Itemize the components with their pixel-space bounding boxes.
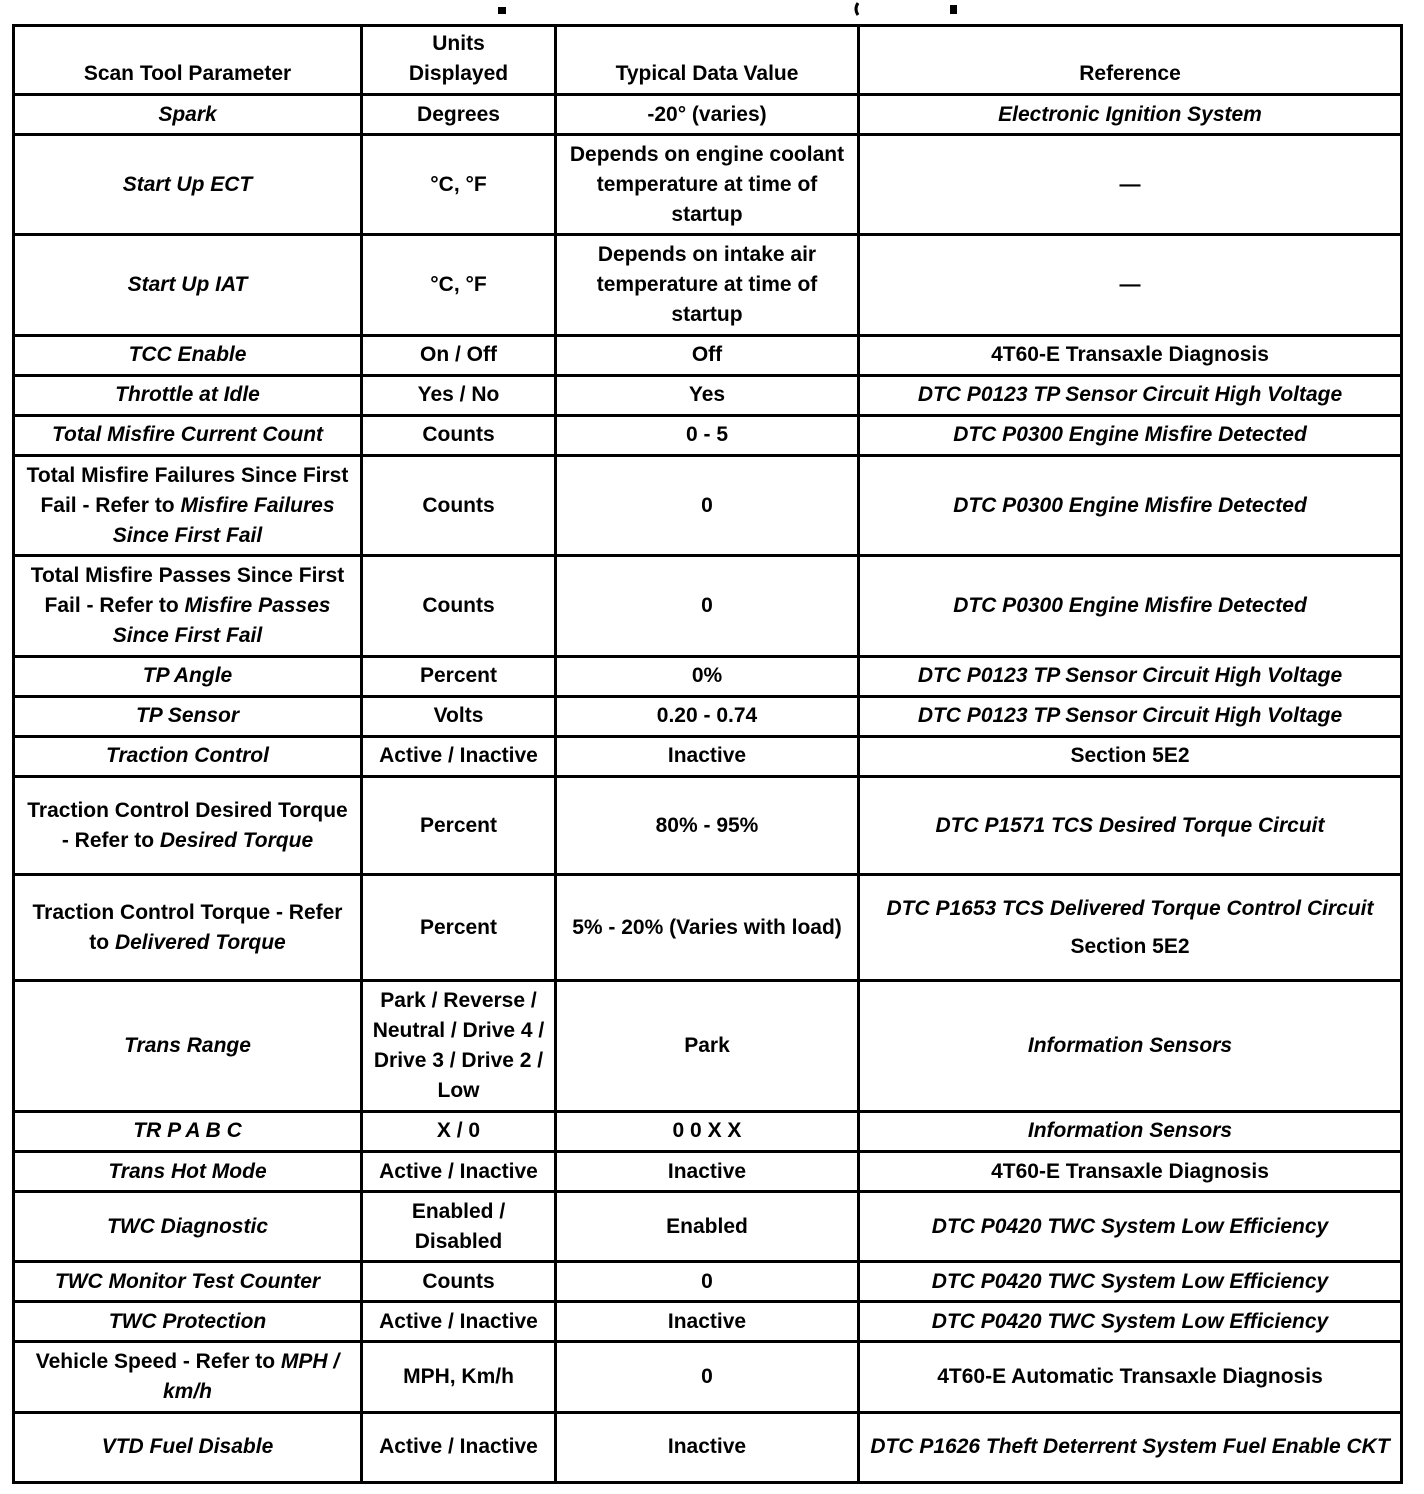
cell-typical-data-value: 0.20 - 0.74 xyxy=(556,696,859,736)
cell-typical-data-value: 0 xyxy=(556,1262,859,1302)
table-header-row xyxy=(14,26,1402,95)
cell-typical-data-value: Depends on engine coolant temperature at time of startup xyxy=(556,135,859,235)
cell-text: DTC P0420 TWC System Low Efficiency xyxy=(931,1309,1329,1333)
cell-text: Electronic Ignition System xyxy=(998,102,1262,126)
cell-reference xyxy=(859,656,1402,696)
cell-text: Information Sensors xyxy=(1027,1119,1233,1143)
cell-scan-tool-parameter xyxy=(14,1342,362,1412)
cell-text: 4T60-E Transaxle Diagnosis xyxy=(991,1159,1269,1183)
cell-typical-data-value: Yes xyxy=(556,375,859,415)
cell-scan-tool-parameter xyxy=(14,1412,362,1482)
scan-tool-data-table xyxy=(12,24,1403,1484)
cell-text: Traction Control xyxy=(106,744,269,768)
cell-reference xyxy=(859,1151,1402,1191)
cell-scan-tool-parameter xyxy=(14,235,362,335)
cell-typical-data-value: 0 xyxy=(556,456,859,556)
cell-text: Total Misfire Failures Since First Fail - Refer to xyxy=(26,463,349,517)
cell-units-displayed: Active / Inactive xyxy=(362,1151,556,1191)
cell-reference xyxy=(859,736,1402,776)
table-row xyxy=(14,1262,1402,1302)
cell-text: Information Sensors xyxy=(1027,1034,1233,1058)
cell-text: DTC P1653 TCS Delivered Torque Control Circuit xyxy=(886,896,1374,920)
cell-reference xyxy=(859,1302,1402,1342)
cell-text: DTC P0420 TWC System Low Efficiency xyxy=(931,1214,1329,1238)
cell-scan-tool-parameter xyxy=(14,1302,362,1342)
table-row xyxy=(14,981,1402,1111)
cell-units-displayed: Active / Inactive xyxy=(362,1412,556,1482)
table-row xyxy=(14,875,1402,981)
cell-reference xyxy=(859,1192,1402,1262)
cell-typical-data-value: Off xyxy=(556,335,859,375)
cell-text: TCC Enable xyxy=(128,343,247,367)
cell-units-displayed: °C, °F xyxy=(362,135,556,235)
table-row xyxy=(14,776,1402,874)
cell-reference xyxy=(859,556,1402,656)
table-row xyxy=(14,375,1402,415)
cell-scan-tool-parameter xyxy=(14,696,362,736)
cell-units-displayed: X / 0 xyxy=(362,1111,556,1151)
cell-text: Total Misfire Passes Since First Fail - Refer to xyxy=(30,563,345,617)
cell-text: Section 5E2 xyxy=(1070,744,1190,768)
cell-text: Trans Range xyxy=(124,1034,251,1058)
cell-reference xyxy=(859,1262,1402,1302)
cell-typical-data-value: Enabled xyxy=(556,1192,859,1262)
table-row xyxy=(14,1342,1402,1412)
cell-text: DTC P0420 TWC System Low Efficiency xyxy=(931,1269,1329,1293)
cell-scan-tool-parameter xyxy=(14,415,362,455)
cell-text: 4T60-E Transaxle Diagnosis xyxy=(991,343,1269,367)
cell-scan-tool-parameter xyxy=(14,1151,362,1191)
cell-scan-tool-parameter xyxy=(14,1111,362,1151)
table-row xyxy=(14,656,1402,696)
cell-text: Traction Control Desired Torque - Refer to xyxy=(27,798,348,852)
table-row xyxy=(14,1302,1402,1342)
cell-reference xyxy=(859,235,1402,335)
table-row xyxy=(14,335,1402,375)
cell-scan-tool-parameter xyxy=(14,95,362,135)
cell-units-displayed: Counts xyxy=(362,415,556,455)
cell-reference xyxy=(859,135,1402,235)
cell-typical-data-value: Inactive xyxy=(556,1151,859,1191)
cell-text: MPH / km/h xyxy=(162,1350,340,1404)
cell-text: Start Up ECT xyxy=(122,172,253,196)
cell-text: Desired Torque xyxy=(159,828,314,852)
cell-scan-tool-parameter xyxy=(14,456,362,556)
table-row xyxy=(14,95,1402,135)
cell-scan-tool-parameter xyxy=(14,1192,362,1262)
cell-reference xyxy=(859,375,1402,415)
table-row xyxy=(14,456,1402,556)
cell-text: DTC P0123 TP Sensor Circuit High Voltage xyxy=(917,383,1343,407)
cell-typical-data-value: 0 xyxy=(556,1342,859,1412)
cell-reference xyxy=(859,1342,1402,1412)
cell-text: DTC P1626 Theft Deterrent System Fuel Enable CKT xyxy=(870,1435,1390,1459)
cropped-heading-marks xyxy=(0,0,1424,20)
header-units-displayed: Units Displayed xyxy=(362,26,556,95)
cell-units-displayed: MPH, Km/h xyxy=(362,1342,556,1412)
cell-text: TWC Monitor Test Counter xyxy=(54,1269,321,1293)
table-row xyxy=(14,1192,1402,1262)
cell-reference xyxy=(859,981,1402,1111)
cell-units-displayed: Percent xyxy=(362,776,556,874)
cell-typical-data-value: 0 0 X X xyxy=(556,1111,859,1151)
cell-text: TWC Protection xyxy=(108,1309,267,1333)
header-typical-data-value: Typical Data Value xyxy=(556,26,859,95)
cell-text: Throttle at Idle xyxy=(115,383,260,407)
cell-reference xyxy=(859,95,1402,135)
cell-text: VTD Fuel Disable xyxy=(101,1435,274,1459)
cell-text: DTC P0300 Engine Misfire Detected xyxy=(953,493,1307,517)
cell-reference xyxy=(859,456,1402,556)
cell-text: Delivered Torque xyxy=(114,930,286,954)
cell-reference xyxy=(859,1412,1402,1482)
cell-typical-data-value: Inactive xyxy=(556,1302,859,1342)
cell-typical-data-value: Inactive xyxy=(556,736,859,776)
cell-text: DTC P0300 Engine Misfire Detected xyxy=(953,593,1307,617)
cell-scan-tool-parameter xyxy=(14,875,362,981)
cell-typical-data-value: Inactive xyxy=(556,1412,859,1482)
cell-units-displayed: Percent xyxy=(362,656,556,696)
cell-reference xyxy=(859,776,1402,874)
header-scan-tool-parameter: Scan Tool Parameter xyxy=(14,26,362,95)
cell-text: Spark xyxy=(158,102,217,126)
table-row xyxy=(14,736,1402,776)
cell-units-displayed: Percent xyxy=(362,875,556,981)
cell-text: TWC Diagnostic xyxy=(107,1214,268,1238)
cell-typical-data-value: 0 - 5 xyxy=(556,415,859,455)
cell-text: 4T60-E Automatic Transaxle Diagnosis xyxy=(937,1365,1323,1389)
cell-scan-tool-parameter xyxy=(14,776,362,874)
cell-text: Vehicle Speed - Refer to xyxy=(35,1350,281,1374)
cell-text: Start Up IAT xyxy=(127,273,248,297)
cell-text: TP Angle xyxy=(142,664,233,688)
table-row xyxy=(14,235,1402,335)
table-row xyxy=(14,1151,1402,1191)
cell-scan-tool-parameter xyxy=(14,1262,362,1302)
cell-text: Section 5E2 xyxy=(1070,934,1190,958)
cell-scan-tool-parameter xyxy=(14,556,362,656)
cell-text: — xyxy=(1119,172,1141,196)
cell-text: — xyxy=(1119,273,1141,297)
cell-typical-data-value: -20° (varies) xyxy=(556,95,859,135)
cell-scan-tool-parameter xyxy=(14,335,362,375)
cell-text: Misfire Passes Since First Fail xyxy=(112,593,331,647)
table-row xyxy=(14,1111,1402,1151)
cell-scan-tool-parameter xyxy=(14,135,362,235)
cell-units-displayed: Enabled / Disabled xyxy=(362,1192,556,1262)
cell-text: DTC P0123 TP Sensor Circuit High Voltage xyxy=(917,704,1343,728)
cell-text: Misfire Failures Since First Fail xyxy=(112,493,335,547)
table-row xyxy=(14,696,1402,736)
cell-text: TP Sensor xyxy=(135,704,240,728)
cell-units-displayed: Degrees xyxy=(362,95,556,135)
table-row xyxy=(14,135,1402,235)
cell-scan-tool-parameter xyxy=(14,981,362,1111)
cell-typical-data-value: 80% - 95% xyxy=(556,776,859,874)
cell-text: Traction Control Torque - Refer to xyxy=(32,900,343,954)
cell-units-displayed: Yes / No xyxy=(362,375,556,415)
cell-reference xyxy=(859,335,1402,375)
cell-scan-tool-parameter xyxy=(14,736,362,776)
cell-units-displayed: Active / Inactive xyxy=(362,1302,556,1342)
cell-reference xyxy=(859,1111,1402,1151)
cell-text: Total Misfire Current Count xyxy=(51,423,324,447)
cell-reference xyxy=(859,415,1402,455)
cell-scan-tool-parameter xyxy=(14,375,362,415)
cell-units-displayed: Active / Inactive xyxy=(362,736,556,776)
cell-units-displayed: On / Off xyxy=(362,335,556,375)
cell-text: DTC P1571 TCS Desired Torque Circuit xyxy=(935,813,1325,837)
table-row xyxy=(14,415,1402,455)
cell-text: Trans Hot Mode xyxy=(108,1159,267,1183)
cell-reference xyxy=(859,875,1402,981)
cell-typical-data-value: 5% - 20% (Varies with load) xyxy=(556,875,859,981)
cell-scan-tool-parameter xyxy=(14,656,362,696)
table-row xyxy=(14,1412,1402,1482)
cell-text: TR P A B C xyxy=(133,1119,242,1143)
cell-typical-data-value: 0% xyxy=(556,656,859,696)
cell-units-displayed: Counts xyxy=(362,556,556,656)
cell-units-displayed: Volts xyxy=(362,696,556,736)
table-row xyxy=(14,556,1402,656)
cell-units-displayed: Counts xyxy=(362,456,556,556)
cell-typical-data-value: 0 xyxy=(556,556,859,656)
cell-reference xyxy=(859,696,1402,736)
cell-units-displayed: °C, °F xyxy=(362,235,556,335)
cell-units-displayed: Counts xyxy=(362,1262,556,1302)
cell-text: DTC P0300 Engine Misfire Detected xyxy=(953,423,1307,447)
header-reference: Reference xyxy=(859,26,1402,95)
cell-units-displayed: Park / Reverse / Neutral / Drive 4 / Drive 3 / Drive 2 / Low xyxy=(362,981,556,1111)
cell-typical-data-value: Depends on intake air temperature at time of startup xyxy=(556,235,859,335)
cell-typical-data-value: Park xyxy=(556,981,859,1111)
cell-text: DTC P0123 TP Sensor Circuit High Voltage xyxy=(917,664,1343,688)
